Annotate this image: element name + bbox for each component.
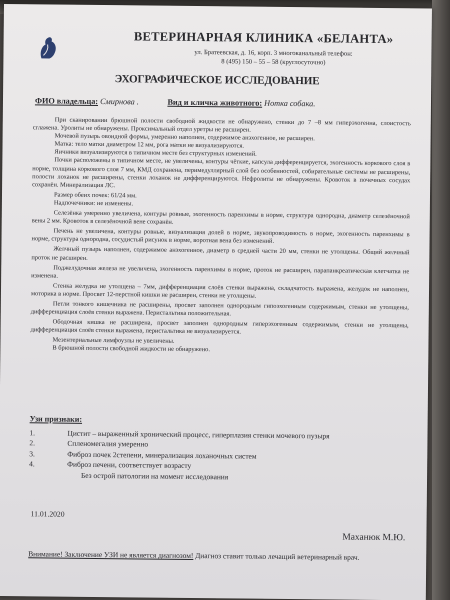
report-title: ЭХОГРАФИЧЕСКОЕ ИССЛЕДОВАНИЕ: [114, 73, 320, 88]
address-line-1: ул. Братеевская, д. 16, корп. 3 многоканальный телефон:: [194, 48, 353, 58]
report-body: [30, 116, 410, 356]
paragraph-10: Желчный пузырь наполнен, содержимое анэхогенное, диаметр в средней части 20 мм, стенки не утолщены. Общий желчный проток не расширен.: [31, 245, 410, 262]
finding-number: 3.: [29, 449, 35, 459]
document-page: [0, 4, 432, 600]
paragraph-9: Печень не увеличена, контуры ровные, визуализация долей в норме, звукопроводимость в норме, эхогенность паренхимы в норме, структура однородна, сосудистый рисунок в норме, воротная вена без изменений.: [31, 227, 410, 246]
report-date: 11.01.2020: [30, 509, 65, 519]
owner-label: ФИО владельца:: [34, 96, 99, 106]
paragraph-13: Петли тонкого кишечника не расширены, просвет заполнен однородным гипоэхогенным содержимым, стенки не утолщены, дифференциация слоёв стенки выражена. Перистальтика положительная.: [30, 300, 409, 318]
paragraph-15: Мезентериальные лимфоузлы не увеличены.: [52, 336, 175, 346]
background-edge: [432, 0, 450, 600]
address-line-2: 8 (495) 150 – 55 – 58 (круглосуточно): [221, 58, 326, 67]
paragraph-12: Стенка желудка не утолщена – 7мм, дифференциация слоёв стенки выражена, складчатость выражена, желудок не наполнен, моторика в норме. Просвет 12-перстной кишки не расширен, стенки не утолщены.: [30, 282, 410, 300]
owner-value: Смирнова .: [100, 97, 139, 107]
paragraph-4: Яичники визуализируются в типичном месте без структурных изменений.: [54, 148, 257, 159]
finding-text: Спленомегалия умеренно: [67, 439, 149, 449]
warning-part-2: Диагноз ставит только лечащий ветеринарный врач.: [193, 551, 360, 562]
findings-list: [29, 428, 390, 484]
paragraph-3: Матка: тело матки диаметром 12 мм, рога матки не визуализируются.: [54, 140, 245, 150]
paragraph-2: Мочевой пузырь овоидной формы, умеренно наполнен, содержимое анэхогенное, не расширен.: [54, 132, 315, 143]
clinic-address: [153, 48, 393, 69]
finding-number: [29, 470, 81, 481]
animal-value: Нотка собака.: [264, 98, 316, 109]
finding-number: 2.: [29, 438, 35, 448]
warning-part-1: Внимание! Заключение УЗИ не является диагнозом!: [28, 549, 194, 561]
finding-text: Цистит – выраженный хронический процесс, гиперплазия стенки мочевого пузыря: [67, 428, 330, 441]
owner-line: [35, 96, 415, 109]
clinic-title: ВЕТЕРИНАРНАЯ КЛИНИКА «БЕЛАНТА»: [133, 29, 394, 47]
paragraph-7: Надпочечники: не изменены.: [53, 199, 134, 208]
paragraph-14: Ободочная кишка не расширена, просвет заполнен однородным гиперэхогенным содержимым, стенки не утолщены, дифференциация слоёв стенки выражена, перистальтика не визуализируется.: [30, 318, 409, 336]
finding-text: Фиброз печени, соответствует возрасту: [67, 459, 192, 471]
paragraph-1: При сканировании брюшной полости свободной жидкости не обнаружено, стенки до 7 –8 мм гиперэхогенна, слоистость сглажена. Уролиты не обнаружены. Проксимальный отдел уретры не расширен.: [32, 116, 411, 134]
paragraph-6: Размер обеих почек: 61/24 мм.: [53, 191, 137, 200]
clinic-logo-icon: [37, 34, 59, 60]
doctor-name: Маханюк М.Ю.: [342, 532, 406, 544]
findings-heading: Узи признаки:: [29, 414, 83, 424]
paragraph-8: Селезёнка умеренно увеличена, контуры ровные, эхогенность паренхимы в норме, структура однородна, диаметр селезёночной вены 2 мм. Кровоток в селезёночной вене сохранён.: [31, 209, 410, 226]
warning-note: [28, 549, 418, 562]
paragraph-16: В брюшной полости свободной жидкости не обнаружено.: [52, 344, 210, 354]
paragraph-5: Почки расположены в типичном месте, не увеличены, контуры чёткие, капсула дифференцируется, эхогенность коркового слоя в норме, толщина коркового слоя 7 мм, КМД сохранена, перимедуллярный слой без особенностей, собирательные системы не расширены, полости лоханок не расширены, стенки лоханок не дифференцируются. Нефролиты не обнаружены. Кровоток в почечных сосудах сохранён. Минерализация ЛС.: [32, 157, 411, 189]
finding-text: Без острой патологии на момент исследования: [81, 470, 229, 481]
finding-number: 4.: [29, 459, 35, 469]
finding-text: Фиброз почек 2степени, минерализация лоханочных систем: [67, 449, 257, 461]
finding-number: 1.: [29, 428, 36, 438]
animal-label: Вид и кличка животного:: [167, 97, 263, 108]
paragraph-11: Поджелудочная железа не увеличена, эхогенность паренхимы в норме, проток не расширен, парапанкреатическая клетчатка не изменена.: [31, 264, 410, 280]
